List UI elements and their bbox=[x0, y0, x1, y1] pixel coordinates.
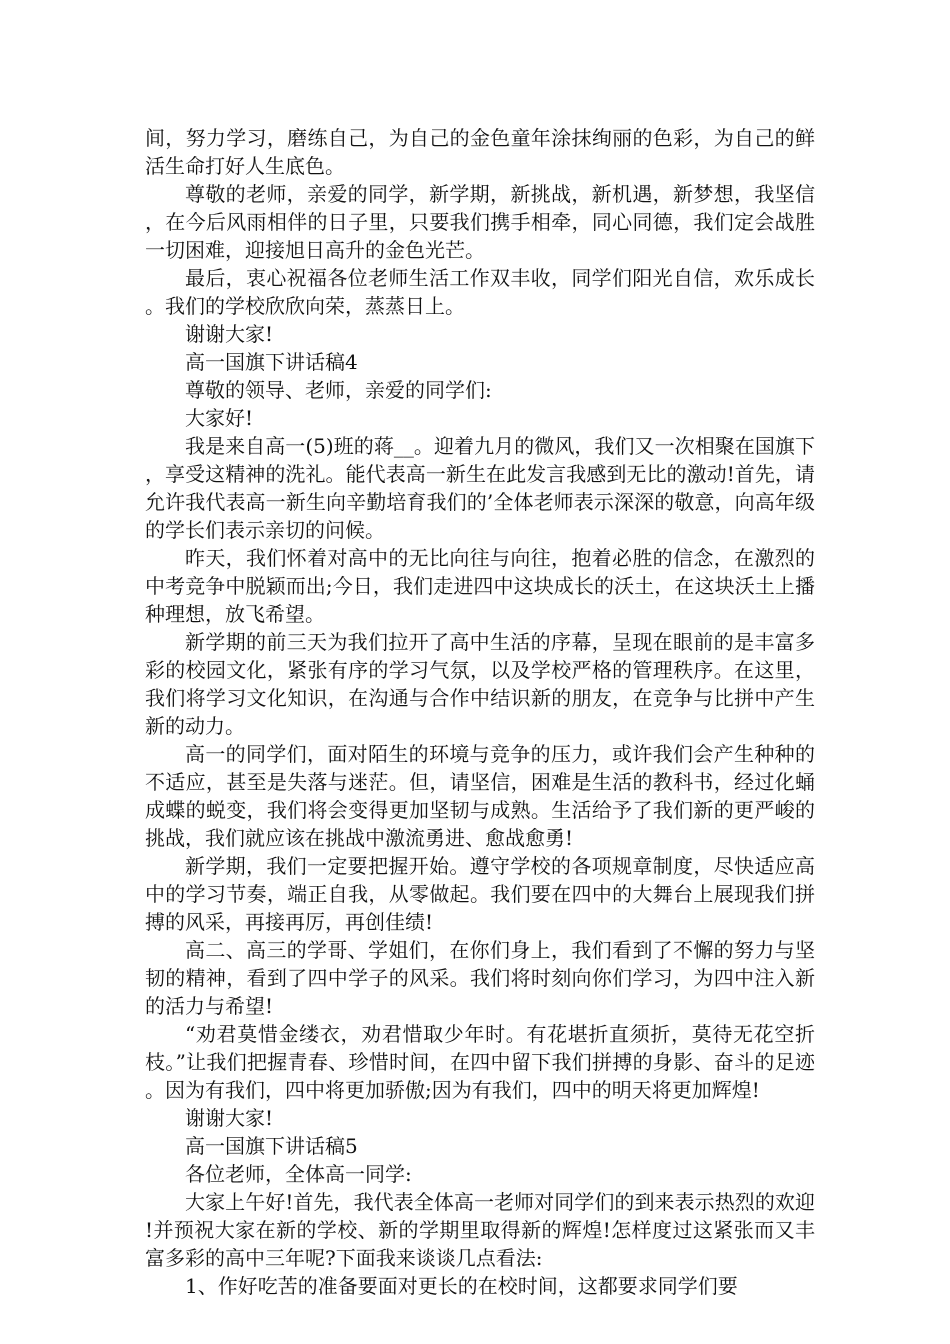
salutation: 尊敬的领导、老师，亲爱的同学们: bbox=[185, 378, 492, 402]
paragraph: 新学期的前三天为我们拉开了高中生活的序幕，呈现在眼前的是丰富多彩的校园文化，紧张有序的学习气氛，以及学校严格的管理秩序。在这里，我们将学习文化知识，在沟通与合作中结识新的朋友，在竞争与比拼中产生新的动力。 bbox=[145, 630, 815, 738]
closing-line: 谢谢大家! bbox=[185, 322, 274, 346]
paragraph: 最后，衷心祝福各位老师生活工作双丰收，同学们阳光自信，欢乐成长。我们的学校欣欣向荣，蒸蒸日上。 bbox=[145, 266, 815, 318]
paragraph: 间，努力学习，磨练自己，为自己的金色童年涂抹绚丽的色彩，为自己的鲜活生命打好人生底色。 bbox=[145, 126, 815, 178]
document-page bbox=[145, 124, 815, 1300]
paragraph: 我是来自高一(5)班的蒋__。迎着九月的微风，我们又一次相聚在国旗下，享受这精神的洗礼。能代表高一新生在此发言我感到无比的激动!首先，请允许我代表高一新生向辛勤培育我们的’全体老师表示深深的敬意，向高年级的学长们表示亲切的问候。 bbox=[145, 434, 815, 542]
paragraph: 高一的同学们，面对陌生的环境与竞争的压力，或许我们会产生种种的不适应，甚至是失落与迷茫。但，请坚信，困难是生活的教科书，经过化蛹成蝶的蜕变，我们将会变得更加坚韧与成熟。生活给予了我们新的更严峻的挑战，我们就应该在挑战中激流勇进、愈战愈勇! bbox=[145, 742, 815, 850]
paragraph: 尊敬的老师，亲爱的同学，新学期，新挑战，新机遇，新梦想，我坚信，在今后风雨相伴的日子里，只要我们携手相牵，同心同德，我们定会战胜一切困难，迎接旭日高升的金色光芒。 bbox=[145, 182, 815, 262]
paragraph: 1、作好吃苦的准备要面对更长的在校时间，这都要求同学们要 bbox=[185, 1274, 738, 1298]
paragraph: “劝君莫惜金缕衣，劝君惜取少年时。有花堪折直须折，莫待无花空折枝。”让我们把握青春、珍惜时间，在四中留下我们拼搏的身影、奋斗的足迹。因为有我们，四中将更加骄傲;因为有我们，四中的明天将更加辉煌! bbox=[145, 1022, 815, 1102]
closing-line: 谢谢大家! bbox=[185, 1106, 274, 1130]
paragraph: 昨天，我们怀着对高中的无比向往与向往，抱着必胜的信念，在激烈的中考竞争中脱颖而出;今日，我们走进四中这块成长的沃土，在这块沃土上播种理想，放飞希望。 bbox=[145, 546, 815, 626]
paragraph: 新学期，我们一定要把握开始。遵守学校的各项规章制度，尽快适应高中的学习节奏，端正自我，从零做起。我们要在四中的大舞台上展现我们拼搏的风采，再接再厉，再创佳绩! bbox=[145, 854, 815, 934]
paragraph: 高二、高三的学哥、学姐们，在你们身上，我们看到了不懈的努力与坚韧的精神，看到了四中学子的风采。我们将时刻向你们学习，为四中注入新的活力与希望! bbox=[145, 938, 815, 1018]
paragraph: 大家上午好!首先，我代表全体高一老师对同学们的到来表示热烈的欢迎!并预祝大家在新的学校、新的学期里取得新的辉煌!怎样度过这紧张而又丰富多彩的高中三年呢?下面我来谈谈几点看法: bbox=[145, 1190, 815, 1270]
section-heading: 高一国旗下讲话稿4 bbox=[185, 350, 358, 374]
greeting: 大家好! bbox=[185, 406, 254, 430]
salutation: 各位老师，全体高一同学: bbox=[185, 1162, 412, 1186]
section-heading: 高一国旗下讲话稿5 bbox=[185, 1134, 358, 1158]
